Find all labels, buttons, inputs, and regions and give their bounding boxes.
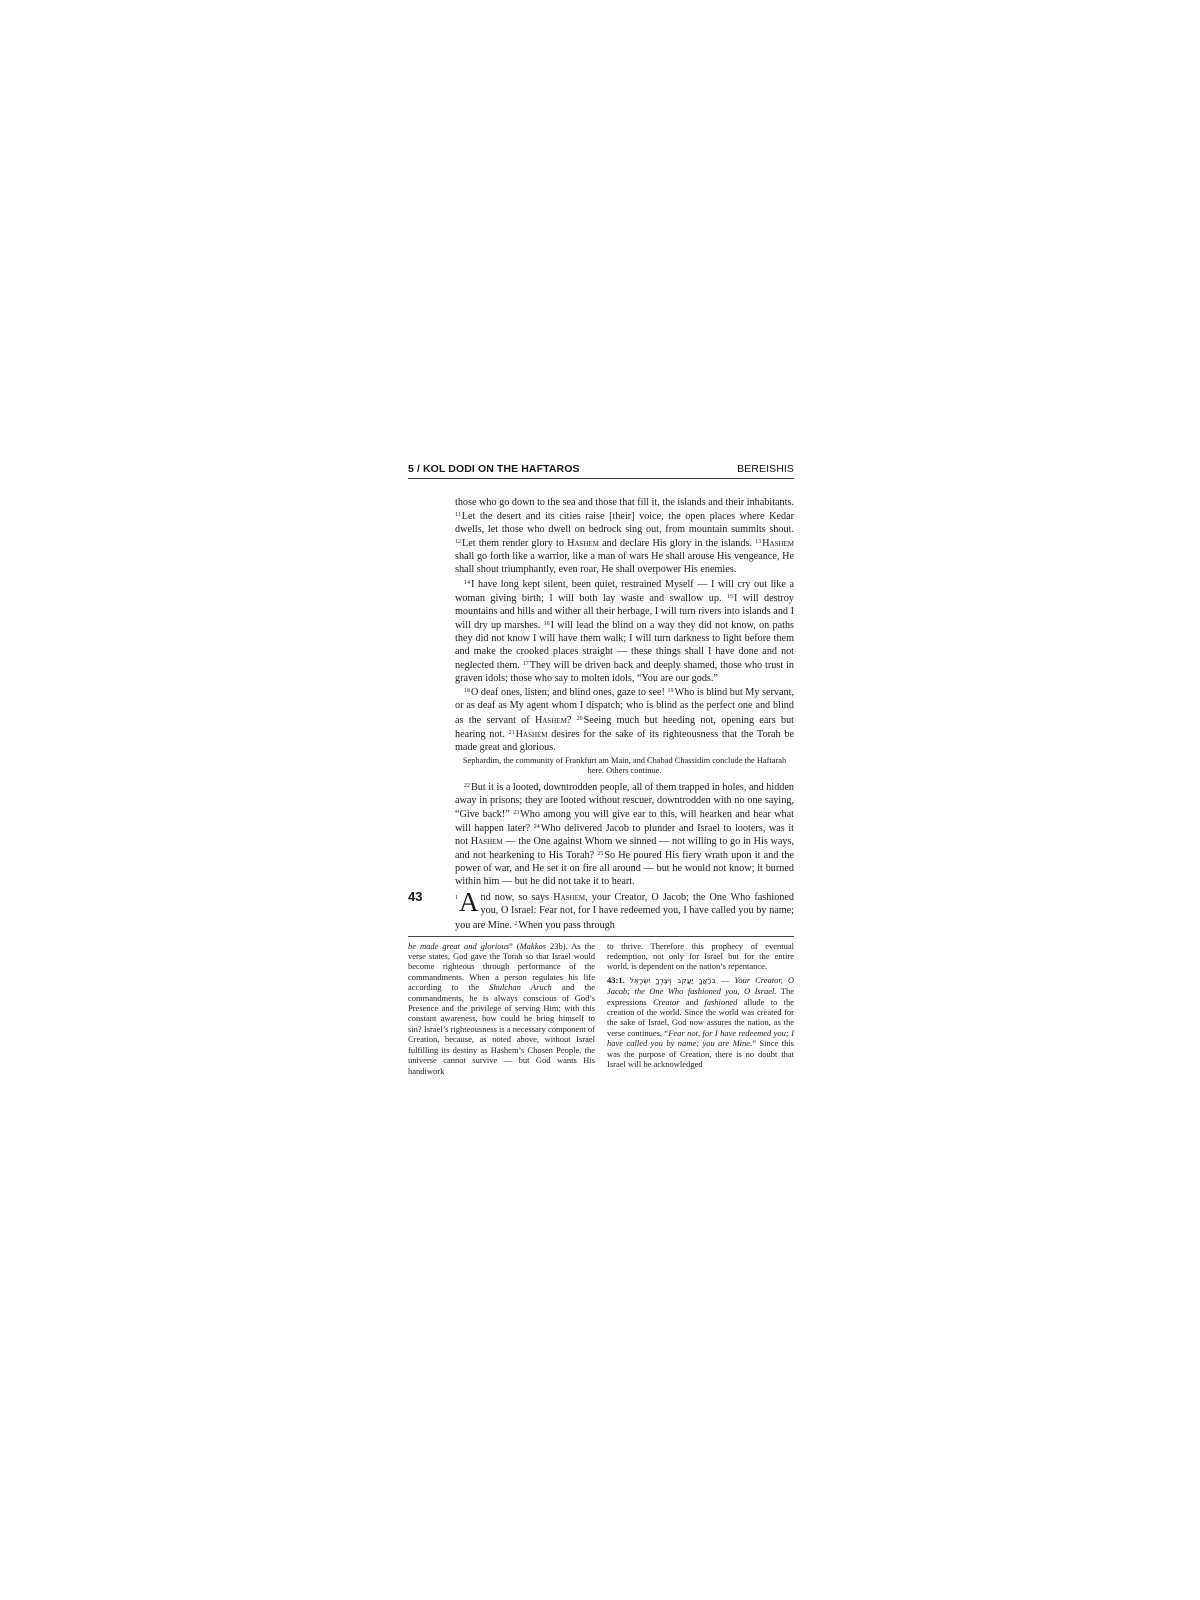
translation-text	[408, 496, 795, 932]
text-run: Who among you will give ear to this, will hearken and hear what will happen later?	[455, 808, 794, 834]
text-run: Let them render glory to	[462, 538, 564, 550]
verse-number: 23	[513, 809, 520, 816]
text-run: shall go forth like a warrior, like a man of wars He shall arouse His vengeance, He shall shout triumphantly, even roar, He shall overpower His enemies.	[455, 551, 794, 576]
text-run: Shulchan Aruch	[489, 982, 552, 993]
text-run: desires for the sake of its righteousness that the Torah be made great and glorious.	[455, 728, 794, 753]
verse-number: 22	[464, 782, 470, 789]
commentary-paragraph	[607, 975, 794, 1070]
verse-number: 19	[667, 688, 674, 695]
text-run: Fear not, for I have redeemed you; I have called you by name; you are Mine.	[607, 1027, 794, 1049]
paragraph	[455, 780, 794, 889]
text-run: and the commandments, he is always conscious of God’s Presence and the privilege of serving Him; with this constant awareness, how could he bring himself to sin? Israel’s righteousness is a necessary component of Creation, because, as noted above, without Israel fulfilling its destiny as Hashem’s Chosen People, the universe cannot survive — but God wants His handiwork	[408, 982, 595, 1076]
divine-name: Hashem	[762, 538, 795, 550]
text-run: I will destroy mountains and hills and wither all their herbage, I will turn rivers into islands and I will dry up marshes.	[455, 592, 794, 631]
divine-name: Hashem	[470, 835, 503, 847]
drop-cap: A	[459, 887, 479, 918]
text-run: be made great and glorious	[408, 940, 510, 951]
commentary-column-right	[607, 941, 794, 1076]
verse-number: 18	[464, 688, 470, 695]
paragraph	[455, 496, 794, 577]
verse-number: 20	[576, 715, 583, 722]
commentary-paragraph	[408, 941, 595, 1076]
verse-number: 16	[543, 620, 550, 627]
text-run: — the One against Whom we sinned — not willing to go in His ways, and not hearkening to His Torah?	[455, 835, 795, 862]
text-run: , your Creator, O Jacob; the One Who fashioned you, O Israel: Fear not, for I have redeemed you, I have called you by name; you are Mine.	[455, 892, 794, 931]
text-run: and	[679, 996, 705, 1007]
text-run: Your Creator, O Jacob; the One Who fashioned you, O Israel.	[607, 974, 795, 997]
commentary-reference: 43:1.	[607, 974, 625, 985]
verse-number: 12	[455, 539, 461, 546]
text-run: allude to the creation of the world. Since the world was created for the sake of Israel, God now assures the nation, as the verse continues, “	[607, 996, 794, 1038]
chapter-43-start	[408, 887, 794, 931]
verse-number: 14	[464, 579, 470, 586]
liturgical-note: Sephardim, the community of Frankfurt am Main, and Chabad Chassidim conclude the Haftarah here. Others continue.	[462, 755, 787, 776]
text-run: O deaf ones, listen; and blind ones, gaze to see!	[471, 687, 665, 699]
text-run: ?	[566, 714, 572, 726]
text-run: So He poured His fiery wrath upon it and the power of war, and He set it on fire all around — but he would not know; it burned within him — but he did not take it to heart.	[455, 850, 794, 888]
text-run: But it is a looted, downtrodden people, all of them trapped in holes, and hidden away in prisons; they are looted without rescuer, downtrodden with no one saying, “Give back!”	[455, 781, 794, 820]
verse-number: 25	[597, 851, 604, 858]
header-title: 5 / KOL DODI ON THE HAFTAROS	[408, 463, 580, 475]
verse-number: 15	[726, 593, 733, 600]
text-run: 23b). As the verse states, God gave the Torah so that Israel would become righteous through performance of the commandments. When a person regulates his life according to the	[408, 940, 595, 993]
verse-number: 11	[455, 512, 461, 519]
commentary-column-left	[408, 941, 595, 1076]
text-run: Who is blind but My servant, or as deaf as My agent whom I dispatch; who is blind as the perfect one and blind as the servant of	[455, 687, 794, 726]
text-run: Creator	[652, 996, 680, 1007]
paragraph	[455, 577, 794, 686]
text-run: fashioned	[704, 996, 738, 1007]
divine-name: Hashem	[553, 892, 586, 904]
divine-name: Hashem	[567, 538, 599, 550]
verse-number: 2	[514, 920, 518, 927]
verse-number: 17	[522, 661, 529, 668]
text-run: to thrive. Therefore this prophecy of eventual redemption, not only for Israel but for the entire world, is dependent on the nation’s repentance.	[607, 940, 794, 972]
book-page	[408, 463, 794, 1076]
text-run: I have long kept silent, been quiet, restrained Myself — I will cry out like a woman giving birth; I will both lay waste and swallow up.	[455, 578, 794, 604]
text-run: When you pass through	[518, 919, 615, 931]
text-run: Let the desert and its cities raise [their] voice, the open places where Kedar dwells, let those who dwell on bedrock sing out, from mountain summits shout.	[455, 511, 794, 536]
hebrew-phrase: בֹּרַאֲךָ יַעֲקֹב וְיֹצֶרְךָ יִשְׂרָאֵל	[629, 975, 716, 985]
text-run: They will be driven back and deeply shamed, those who trust in graven idols; those who say to molten idols, “You are our gods.”	[455, 660, 794, 685]
text-run: and declare His glory in the islands.	[602, 538, 752, 550]
verse-number: 13	[755, 539, 762, 546]
verse-number: 24	[533, 823, 540, 830]
verse-number: 1	[455, 895, 458, 902]
text-run: I will lead the blind on a way they did not know, on paths they did not know I will have them walk; I will turn darkness to light before them and make the crooked places straight — these things shall I have done and not neglected them.	[455, 619, 795, 672]
text-run: nd now, so says	[480, 892, 550, 904]
text-run: The expressions	[607, 986, 794, 1007]
text-run: Who delivered Jacob to plunder and Israel to looters, was it not	[455, 822, 794, 847]
running-header	[408, 463, 794, 479]
text-run: Seeing much but heeding not, opening ears but hearing not.	[455, 714, 795, 740]
text-run: —	[715, 974, 735, 985]
divine-name: Hashem	[534, 714, 567, 726]
text-run: those who go down to the sea and those that fill it, the islands and their inhabitants.	[455, 497, 794, 508]
paragraph	[455, 887, 794, 931]
commentary-footnotes	[408, 936, 794, 1076]
divine-name: Hashem	[515, 728, 548, 740]
chapter-number: 43	[408, 889, 423, 905]
commentary-paragraph	[607, 941, 794, 972]
text-run: ” (	[509, 940, 520, 951]
verse-number: 21	[508, 729, 515, 736]
text-run: ” Since this was the purpose of Creation, there is no doubt that Israel will be acknowledged	[607, 1038, 794, 1070]
paragraph	[455, 685, 794, 753]
text-run: Makkos	[519, 940, 547, 951]
header-book-name: BEREISHIS	[737, 463, 794, 475]
